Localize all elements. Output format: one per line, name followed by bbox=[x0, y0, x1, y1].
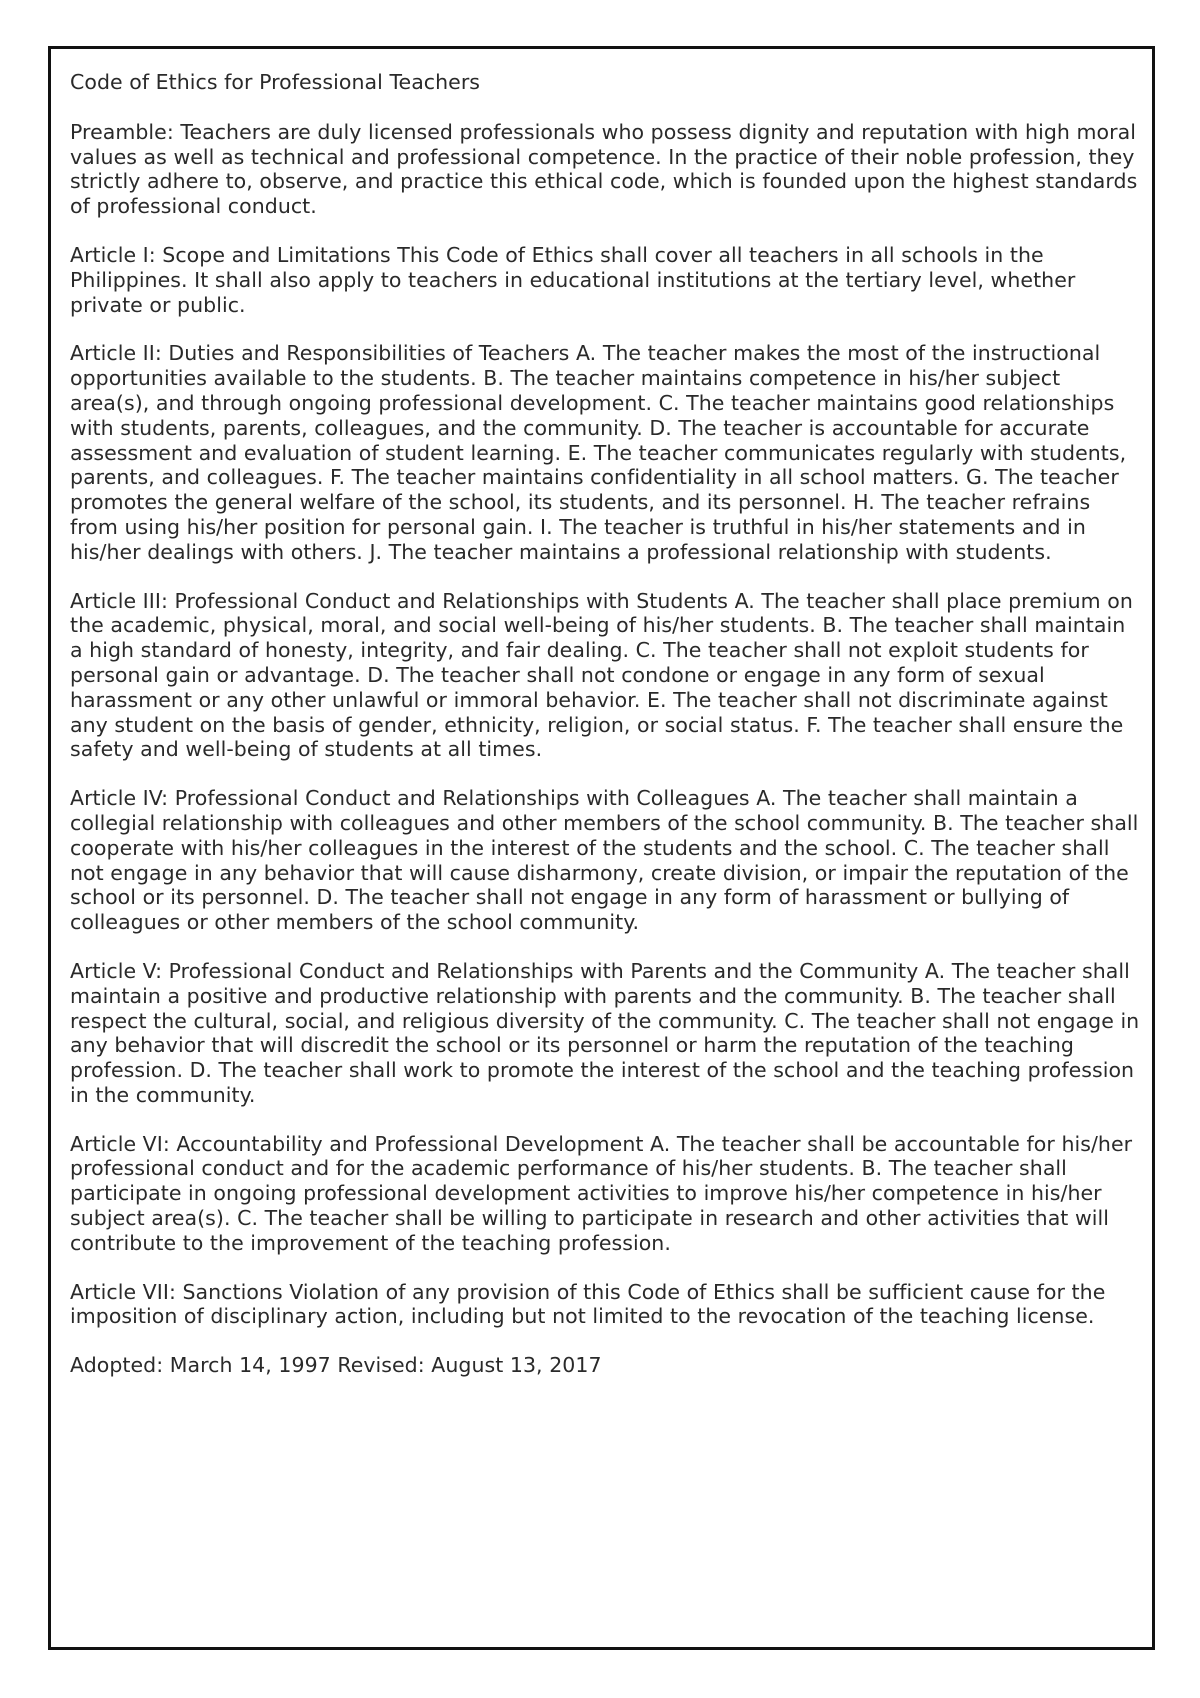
article-1-paragraph: Article I: Scope and Limitations This Code of Ethics shall cover all teachers in all schools in the Philippines. It shall also apply to teachers in educational institutions at the tertiary level, whether private or public. bbox=[70, 242, 1076, 317]
adoption-dates: Adopted: March 14, 1997 Revised: August 13, 2017 bbox=[70, 1353, 602, 1378]
article-3-paragraph: Article III: Professional Conduct and Relationships with Students A. The teacher shall place premium on the academic, physical, moral, and social well-being of his/her students. B. The teacher shall maintain a high standard of honesty, integrity, and fair dealing. C. The teacher shall not exploit students for personal gain or advantage. D. The teacher shall not condone or engage in any form of sexual harassment or any other unlawful or immoral behavior. E. The teacher shall not discriminate against any student on the basis of gender, ethnicity, religion, or social status. F. The teacher shall ensure the safety and well-being of students at all times. bbox=[70, 588, 1133, 762]
article-4-paragraph: Article IV: Professional Conduct and Relationships with Colleagues A. The teacher shall maintain a collegial relationship with colleagues and other members of the school community. B. The teacher shall cooperate with his/her colleagues in the interest of the students and the school. C. The teacher shall not engage in any behavior that will cause disharmony, create division, or impair the reputation of the school or its personnel. D. The teacher shall not engage in any form of harassment or bullying of colleagues or other members of the school community. bbox=[70, 786, 1139, 935]
article-5-paragraph: Article V: Professional Conduct and Relationships with Parents and the Community A. The teacher shall maintain a positive and productive relationship with parents and the community. B. The teacher shall respect the cultural, social, and religious diversity of the community. C. The teacher shall not engage in any behavior that will discredit the school or its personnel or harm the reputation of the teaching profession. D. The teacher shall work to promote the interest of the school and the teaching profession in the community. bbox=[70, 958, 1140, 1107]
article-7-paragraph: Article VII: Sanctions Violation of any provision of this Code of Ethics shall be sufficient cause for the imposition of disciplinary action, including but not limited to the revocation of the teaching license. bbox=[70, 1279, 1106, 1329]
article-6-paragraph: Article VI: Accountability and Professional Development A. The teacher shall be accountable for his/her professional conduct and for the academic performance of his/her students. B. The teacher shall participate in ongoing professional development activities to improve his/her competence in his/her subject area(s). C. The teacher shall be willing to participate in research and other activities that will contribute to the improvement of the teaching profession. bbox=[70, 1131, 1133, 1255]
article-2-paragraph: Article II: Duties and Responsibilities of Teachers A. The teacher makes the most of the instructional opportunities available to the students. B. The teacher maintains competence in his/her subject area(s), and through ongoing professional development. C. The teacher maintains good relationships with students, parents, colleagues, and the community. D. The teacher is accountable for accurate assessment and evaluation of student learning. E. The teacher communicates regularly with students, parents, and colleagues. F. The teacher maintains confidentiality in all school matters. G. The teacher promotes the general welfare of the school, its students, and its personnel. H. The teacher refrains from using his/her position for personal gain. I. The teacher is truthful in his/her statements and in his/her dealings with others. J. The teacher maintains a professional relationship with students. bbox=[70, 341, 1127, 564]
document-body bbox=[70, 70, 1140, 1402]
document-title: Code of Ethics for Professional Teachers bbox=[70, 70, 481, 94]
preamble-paragraph: Preamble: Teachers are duly licensed professionals who possess dignity and reputation with high moral values as well as technical and professional competence. In the practice of their noble profession, they strictly adhere to, observe, and practice this ethical code, which is founded upon the highest standards of professional conduct. bbox=[70, 119, 1138, 219]
